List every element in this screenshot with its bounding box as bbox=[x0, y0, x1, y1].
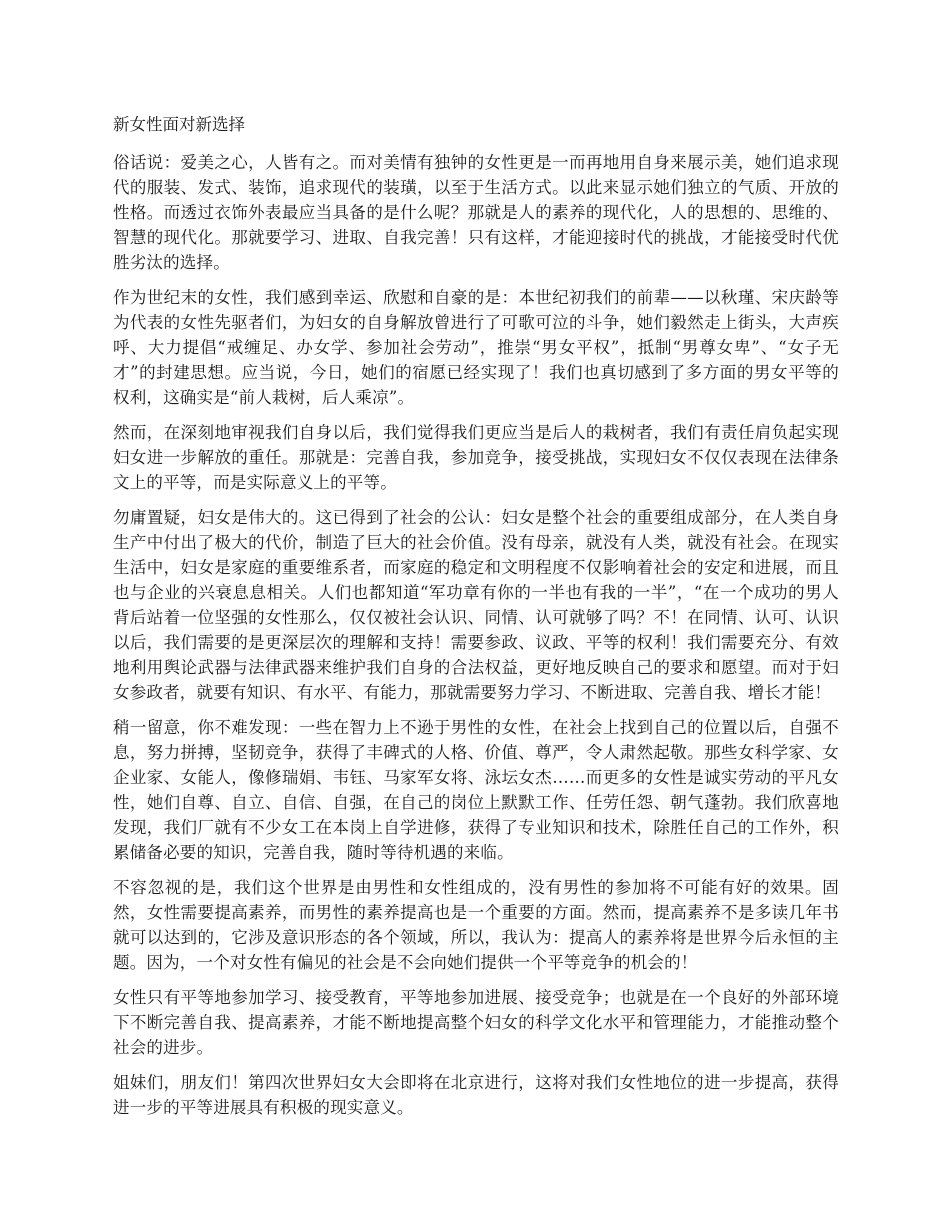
paragraph-7: 女性只有平等地参加学习、接受教育，平等地参加进展、接受竞争；也就是在一个良好的外部环境下不断完善自我、提高素养，才能不断地提高整个妇女的科学文化水平和管理能力，才能推动整个社会的进步。 bbox=[113, 988, 839, 1057]
paragraph-8: 姐妹们，朋友们！第四次世界妇女大会即将在北京进行，这将对我们女性地位的进一步提高，获得进一步的平等进展具有积极的现实意义。 bbox=[113, 1073, 839, 1117]
paragraph-4: 勿庸置疑，妇女是伟大的。这已得到了社会的公认：妇女是整个社会的重要组成部分，在人类自身生产中付出了极大的代价，制造了巨大的社会价值。没有母亲，就没有人类，就没有社会。在现实生活中，妇女是家庭的重要维系者，而家庭的稳定和文明程度不仅影响着社会的安定和进展，而且也与企业的兴衰息息相关。人们也都知道“军功章有你的一半也有我的一半”，“在一个成功的男人背后站着一位坚强的女性那么，仅仅被社会认识、同情、认可就够了吗？不！在同情、认可、认识以后，我们需要的是更深层次的理解和支持！需要参政、议政、平等的权利！我们需要充分、有效地利用舆论武器与法律武器来维护我们自身的合法权益，更好地反映自己的要求和愿望。而对于妇女参政者，就要有知识、有水平、有能力，那就需要努力学习、不断进取、完善自我、增长才能！ bbox=[113, 508, 839, 702]
paragraph-5: 稍一留意，你不难发现：一些在智力上不逊于男性的女性，在社会上找到自己的位置以后，自强不息，努力拼搏，坚韧竞争，获得了丰碑式的人格、价值、尊严，令人肃然起敬。那些女科学家、女企业家、女能人，像修瑞娟、韦钰、马家军女将、泳坛女杰……而更多的女性是诚实劳动的平凡女性，她们自尊、自立、自信、自强，在自己的岗位上默默工作、任劳任怨、朝气蓬勃。我们欣喜地发现，我们厂就有不少女工在本岗上自学进修，获得了专业知识和技术，除胜任自己的工作外，积累储备必要的知识，完善自我，随时等待机遇的来临。 bbox=[113, 718, 839, 862]
paragraph-6: 不容忽视的是，我们这个世界是由男性和女性组成的，没有男性的参加将不可能有好的效果。固然，女性需要提高素养，而男性的素养提高也是一个重要的方面。然而，提高素养不是多读几年书就可以达到的，它涉及意识形态的各个领域，所以，我认为：提高人的素养将是世界今后永恒的主题。因为，一个对女性有偏见的社会是不会向她们提供一个平等竞争的机会的！ bbox=[113, 878, 839, 972]
paragraph-1: 俗话说：爱美之心，人皆有之。而对美情有独钟的女性更是一而再地用自身来展示美，她们追求现代的服装、发式、装饰，追求现代的装璜，以至于生活方式。以此来显示她们独立的气质、开放的性格。而透过衣饰外表最应当具备的是什么呢？那就是人的素养的现代化，人的思想的、思维的、智慧的现代化。那就要学习、进取、自我完善！只有这样，才能迎接时代的挑战，才能接受时代优胜劣汰的选择。 bbox=[113, 153, 839, 272]
paragraph-3: 然而，在深刻地审视我们自身以后，我们觉得我们更应当是后人的栽树者，我们有责任肩负起实现妇女进一步解放的重任。那就是：完善自我，参加竞争，接受挑战，实现妇女不仅仅表现在法律条文上的平等，而是实际意义上的平等。 bbox=[113, 423, 839, 492]
document-title: 新女性面对新选择 bbox=[113, 115, 245, 134]
document-page bbox=[113, 112, 839, 1130]
paragraph-2: 作为世纪末的女性，我们感到幸运、欣慰和自豪的是：本世纪初我们的前辈——以秋瑾、宋庆龄等为代表的女性先驱者们，为妇女的自身解放曾进行了可歌可泣的斗争，她们毅然走上街头，大声疾呼、大力提倡“戒缠足、办女学、参加社会劳动”，推崇“男女平权”，抵制“男尊女卑”、“女子无才”的封建思想。应当说，今日，她们的宿愿已经实现了！我们也真切感到了多方面的男女平等的权利，这确实是“前人栽树，后人乘凉”。 bbox=[113, 288, 839, 407]
